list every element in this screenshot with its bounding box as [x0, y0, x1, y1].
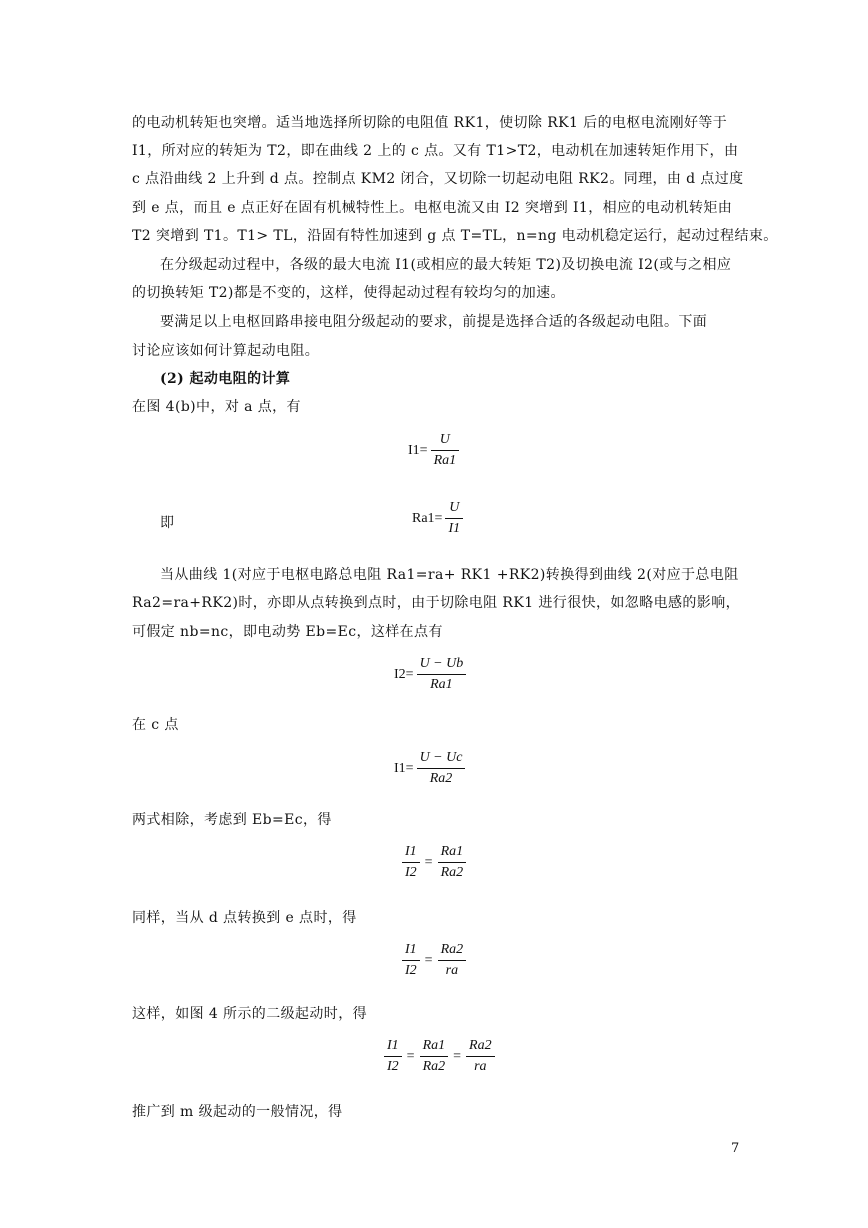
denominator: Ra2 [422, 1059, 446, 1074]
fraction [445, 500, 463, 537]
formula-lhs: I1= [408, 442, 428, 458]
formula-i2 [394, 656, 468, 693]
denominator: I1 [448, 521, 461, 536]
fraction [438, 942, 467, 979]
fraction [402, 942, 420, 979]
text-line: 在 c 点 [132, 717, 179, 733]
text-line: 在分级起动过程中，各级的最大电流 I1(或相应的最大转矩 T2)及切换电流 I2(或与之相应 [160, 257, 732, 273]
text-line: 讨论应该如何计算起动电阻。 [132, 343, 320, 359]
numerator: U − Uc [419, 750, 463, 765]
text-line: Ra2=ra+RK2)时，亦即从点转换到点时，由于切除电阻 RK1 进行很快，如忽略电感的影响， [132, 595, 740, 611]
formula-lhs: I2= [394, 666, 414, 682]
denominator: ra [445, 963, 459, 978]
text-line: 到 e 点，而且 e 点正好在固有机械特性上。电枢电流又由 I2 突增到 I1，相应的电动机转矩由 [132, 200, 733, 216]
text-ji: 即 [160, 515, 174, 531]
text-line: 当从曲线 1(对应于电枢电路总电阻 Ra1=ra+ RK1 +RK2)转换得到曲线 2(对应于总电阻 [160, 567, 739, 583]
formula-lhs: Ra1= [412, 510, 443, 526]
text-line: 这样，如图 4 所示的二级起动时，得 [132, 1006, 368, 1022]
text-line: 在图 4(b)中，对 a 点，有 [132, 399, 301, 415]
equals-sign: = [424, 854, 433, 870]
fraction [402, 844, 420, 881]
text-line: T2 突增到 T1。T1> TL，沿固有特性加速到 g 点 T=TL，n=ng 电动机稳定运行，起动过程结束。 [132, 228, 778, 244]
numerator: I1 [387, 1038, 399, 1053]
denominator: I2 [387, 1059, 399, 1074]
text-line: I1，所对应的转矩为 T2，即在曲线 2 上的 c 点。又有 T1>T2，电动机在加速转矩作用下，由 [132, 143, 739, 159]
fraction [431, 432, 460, 469]
numerator: Ra1 [422, 1038, 446, 1053]
page-number: 7 [731, 1141, 740, 1156]
section-heading: (2) 起动电阻的计算 [160, 371, 291, 387]
equals-sign: = [424, 952, 433, 968]
denominator: I2 [405, 963, 417, 978]
numerator: Ra2 [469, 1038, 492, 1053]
numerator: Ra2 [440, 942, 464, 957]
denominator: Ra1 [433, 453, 457, 468]
text-line: 可假定 nb=nc，即电动势 Eb=Ec，这样在点有 [132, 624, 443, 640]
formula-ra1 [412, 500, 465, 537]
fraction [438, 844, 467, 881]
equals-sign: = [453, 1048, 462, 1064]
numerator: Ra1 [440, 844, 464, 859]
formula-ratio-2 [400, 942, 468, 979]
denominator: I2 [405, 865, 417, 880]
numerator: I1 [405, 942, 417, 957]
fraction [466, 1038, 495, 1075]
denominator: Ra2 [440, 865, 464, 880]
denominator: ra [474, 1059, 487, 1074]
formula-ratio-1 [400, 844, 468, 881]
text-line: 的电动机转矩也突增。适当地选择所切除的电阻值 RK1，使切除 RK1 后的电枢电流刚好等于 [132, 115, 728, 131]
numerator: I1 [405, 844, 417, 859]
text-line: 推广到 m 级起动的一般情况，得 [132, 1104, 343, 1120]
equals-sign: = [406, 1048, 415, 1064]
numerator: U [439, 432, 450, 447]
fraction [417, 750, 466, 787]
text-line: 的切换转矩 T2)都是不变的，这样，使得起动过程有较均匀的加速。 [132, 285, 565, 301]
formula-i1-c [394, 750, 467, 787]
fraction [417, 656, 467, 693]
text-line: c 点沿曲线 2 上升到 d 点。控制点 KM2 闭合，又切除一切起动电阻 RK2。同理，由 d 点过度 [132, 171, 744, 187]
text-line: 要满足以上电枢回路串接电阻分级起动的要求，前提是选择合适的各级起动电阻。下面 [160, 314, 708, 330]
formula-i1 [408, 432, 461, 469]
fraction [384, 1038, 402, 1075]
fraction [420, 1038, 449, 1075]
numerator: U − Ub [419, 656, 464, 671]
text-line: 两式相除，考虑到 Eb=Ec，得 [132, 812, 332, 828]
denominator: Ra1 [430, 677, 453, 692]
formula-ratio-3 [382, 1038, 497, 1075]
numerator: U [449, 500, 460, 515]
text-line: 同样，当从 d 点转换到 e 点时，得 [132, 910, 357, 926]
denominator: Ra2 [429, 771, 453, 786]
formula-lhs: I1= [394, 760, 414, 776]
